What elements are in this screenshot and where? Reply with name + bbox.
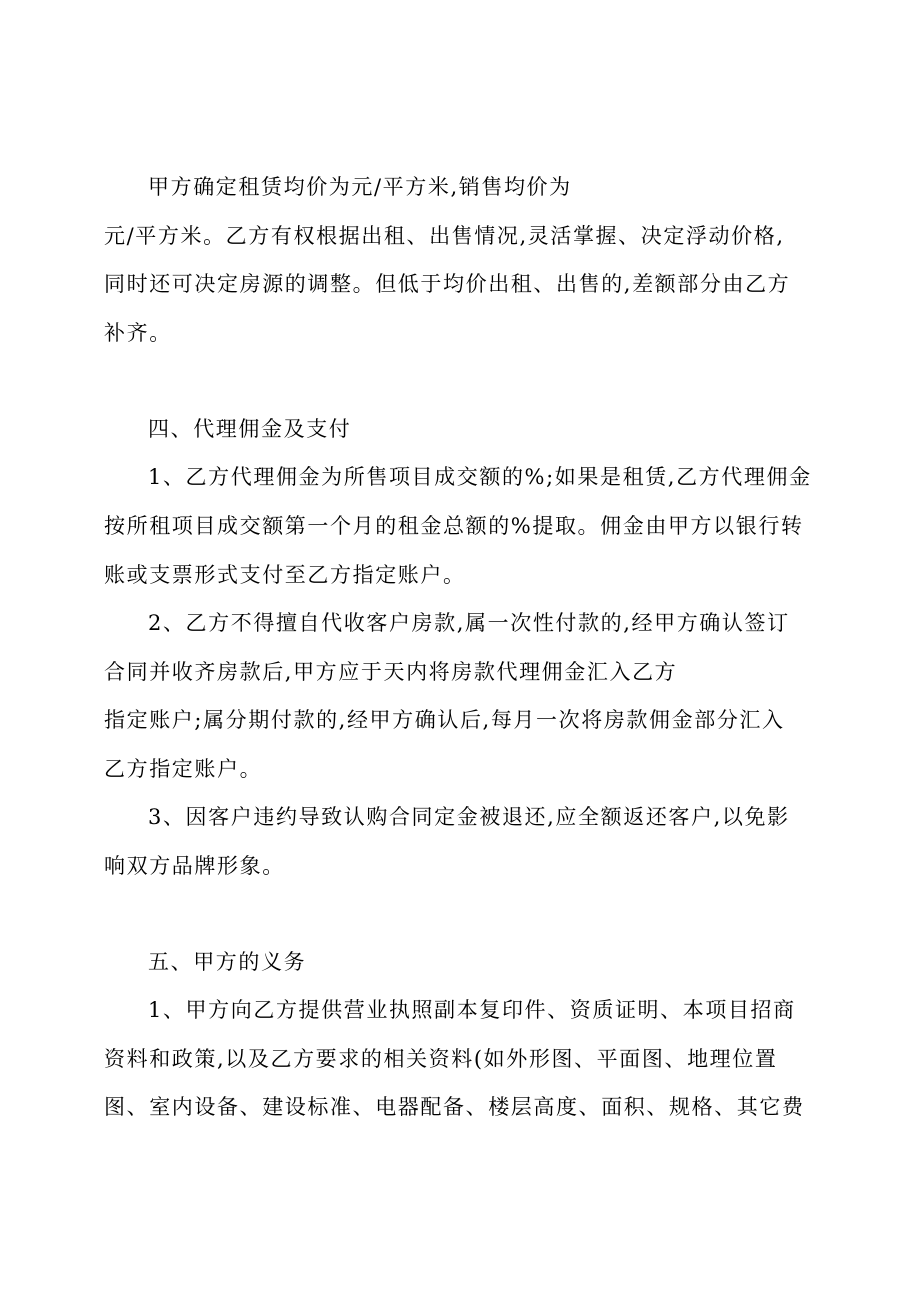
paragraph-line: 合同并收齐房款后,甲方应于天内将房款代理佣金汇入乙方 [104,660,678,684]
paragraph-line: 响双方品牌形象。 [104,854,285,878]
paragraph-line: 1、乙方代理佣金为所售项目成交额的%;如果是租赁,乙方代理佣金 [148,465,812,489]
paragraph-line: 3、因客户违约导致认购合同定金被退还,应全额返还客户,以免影 [148,805,790,829]
paragraph-line: 补齐。 [104,321,172,345]
paragraph-line: 按所租项目成交额第一个月的租金总额的%提取。佣金由甲方以银行转 [104,514,804,538]
paragraph-line: 2、乙方不得擅自代收客户房款,属一次性付款的,经甲方确认签订 [148,611,790,635]
paragraph-line: 乙方指定账户。 [104,757,263,781]
paragraph-line: 图、室内设备、建设标准、电器配备、楼层高度、面积、规格、其它费 [104,1095,805,1119]
section-heading: 四、代理佣金及支付 [148,417,352,441]
paragraph-line: 同时还可决定房源的调整。但低于均价出租、出售的,差额部分由乙方 [104,272,791,296]
paragraph-line: 指定账户;属分期付款的,经甲方确认后,每月一次将房款佣金部分汇入 [104,708,785,732]
paragraph-line: 元/平方米。乙方有权根据出租、出售情况,灵活掌握、决定浮动价格, [104,224,785,248]
paragraph-line: 1、甲方向乙方提供营业执照副本复印件、资质证明、本项目招商 [148,998,796,1022]
paragraph-line: 账或支票形式支付至乙方指定账户。 [104,563,466,587]
paragraph-line: 资料和政策,以及乙方要求的相关资料(如外形图、平面图、地理位置 [104,1047,778,1071]
section-heading: 五、甲方的义务 [148,950,307,974]
paragraph-line: 甲方确定租赁均价为元/平方米,销售均价为 [148,175,572,199]
